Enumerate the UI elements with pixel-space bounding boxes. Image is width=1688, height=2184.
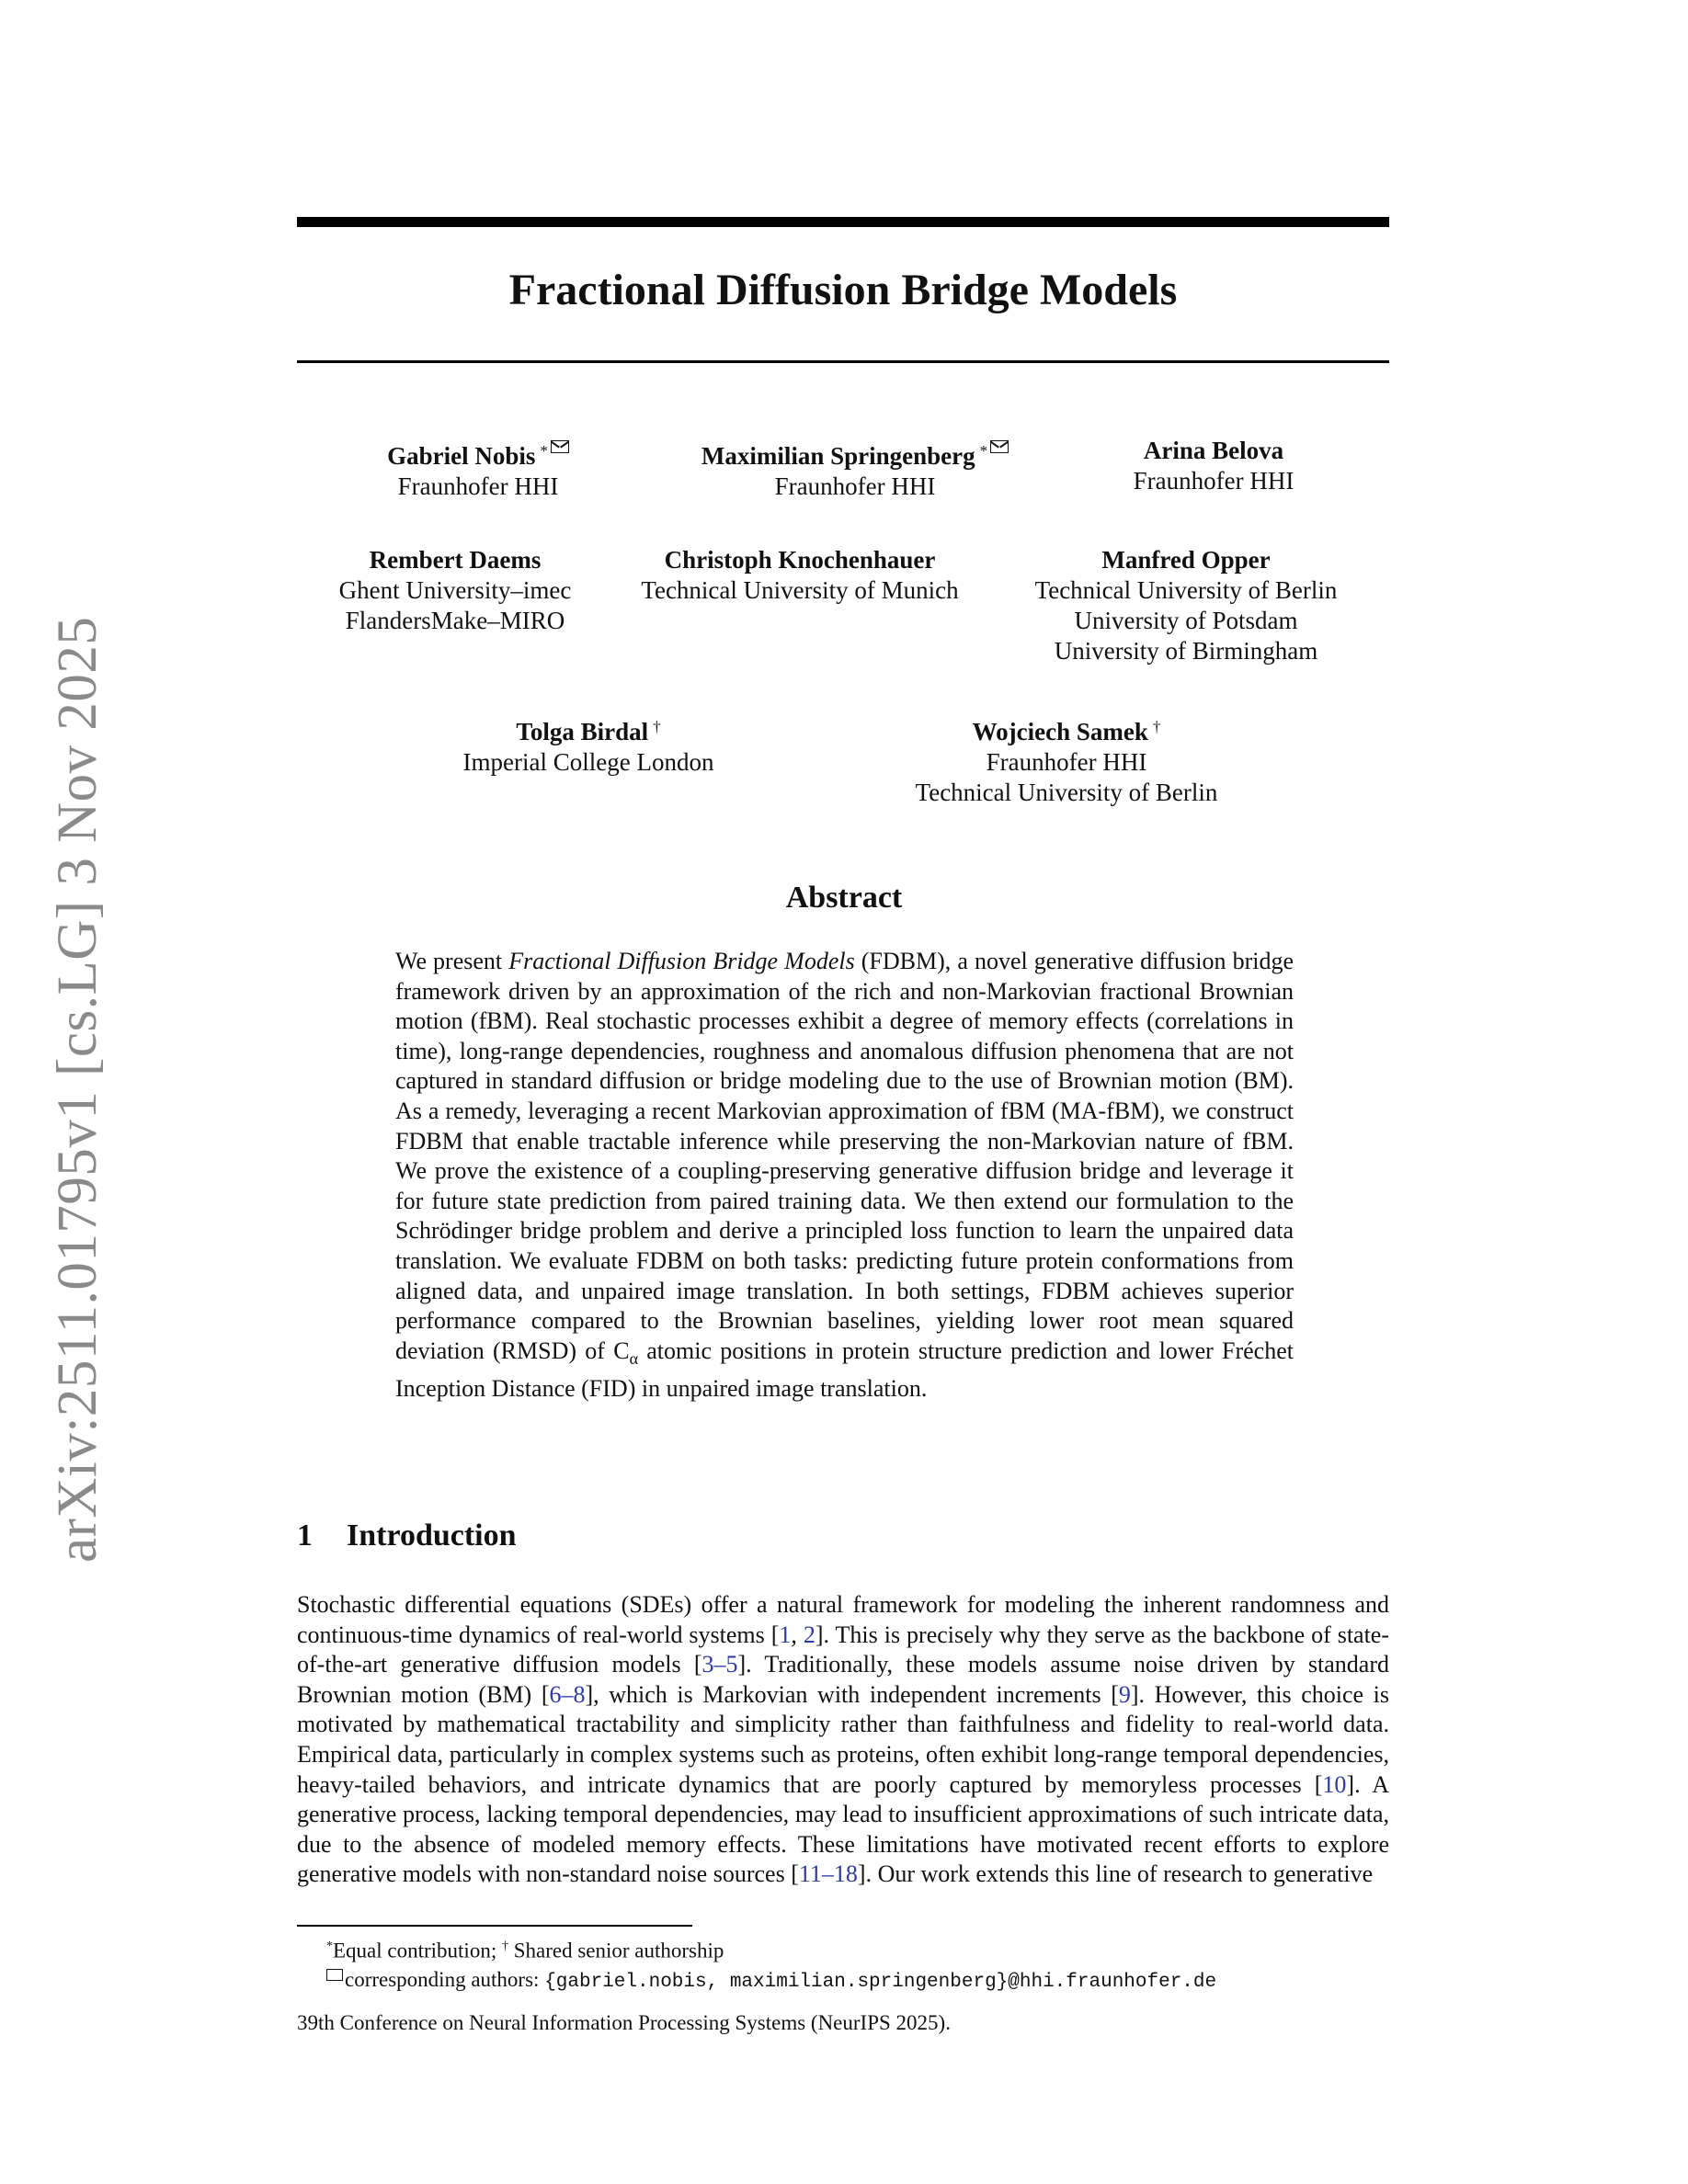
author-affiliation: Technical University of Munich <box>641 576 959 604</box>
abstract-lead: We present <box>395 948 509 974</box>
author-name: Wojciech Samek <box>972 718 1148 745</box>
author-affiliation: Fraunhofer HHI <box>774 472 936 500</box>
author-affiliation: Fraunhofer HHI <box>1133 467 1295 495</box>
arxiv-side-stamp: arXiv:2511.01795v1 [cs.LG] 3 Nov 2025 <box>47 616 108 1563</box>
author-affiliation: Technical University of Berlin <box>915 779 1218 806</box>
envelope-icon <box>990 440 1009 453</box>
intro-text: Stochastic differential equations (SDEs) offer a natural framework for modeling the inherent randomness and continuous-time dynamics of real-world systems [ <box>297 1591 1389 1648</box>
footnote-corresponding <box>326 1967 1216 1996</box>
title-bottom-rule <box>297 360 1389 363</box>
author-block <box>303 545 607 636</box>
symbol-alpha-subscript: α <box>629 1348 638 1368</box>
equal-contribution-mark: * <box>979 442 988 460</box>
citation-link[interactable]: 11–18 <box>798 1860 858 1888</box>
paper-title: Fractional Diffusion Bridge Models <box>508 266 1178 314</box>
intro-text: ]. However, this choice is motivated by mathematical tractability and simplicity rather than faithfulness and fidelity to real-world data. Empirical data, particularly in complex systems such as proteins, often exhibit long-range temporal dependencies, heavy-tailed behaviors, and intricate dynamics that are poorly captured by memoryless processes [ <box>297 1680 1389 1798</box>
author-affiliation: Ghent University–imec <box>338 576 572 604</box>
envelope-icon <box>326 1969 343 1981</box>
citation-link[interactable]: 6–8 <box>549 1680 586 1708</box>
envelope-icon <box>551 440 569 453</box>
footnote-senior-text: Shared senior authorship <box>508 1939 724 1962</box>
author-name: Christoph Knochenhauer <box>664 546 936 574</box>
section-number: 1 <box>297 1519 313 1553</box>
citation-link[interactable]: 9 <box>1118 1680 1131 1708</box>
equal-contribution-mark: * <box>326 1939 333 1953</box>
author-block <box>432 711 745 778</box>
author-name: Arina Belova <box>1143 437 1284 464</box>
author-name: Gabriel Nobis <box>387 442 536 470</box>
author-block <box>662 436 1048 502</box>
citation-link[interactable]: 10 <box>1322 1770 1347 1798</box>
citation-link[interactable]: 1 <box>779 1621 792 1648</box>
intro-text: , <box>791 1621 804 1648</box>
equal-contribution-mark: * <box>540 442 548 460</box>
intro-text: ]. This is precisely why they serve as the backbone of state-of-the-art generative diffusion models [ <box>297 1621 1390 1678</box>
abstract-tail: atomic positions in protein structure prediction and lower Fréchet Inception Distance (FID) in unpaired image translation. <box>395 1337 1294 1402</box>
author-block <box>883 711 1250 808</box>
author-affiliation: FlandersMake–MIRO <box>345 607 565 634</box>
author-affiliation: Imperial College London <box>462 748 714 776</box>
author-affiliation: University of Potsdam <box>1074 607 1298 634</box>
abstract-body: (FDBM), a novel generative diffusion bridge framework driven by an approximation of the rich and non-Markovian fractional Brownian motion (fBM). Real stochastic processes exhibit a degree of memory effects (correlations in time), long-range dependencies, roughness and anomalous diffusion phenomena that are not captured in standard diffusion or bridge modeling due to the use of Brownian motion (BM). As a remedy, leveraging a recent Markovian approximation of fBM (MA-fBM), we construct FDBM that enable tractable inference while preserving the non-Markovian nature of fBM. We prove the existence of a coupling-preserving generative diffusion bridge and leverage it for future state prediction from paired training data. We then extend our formulation to the Schrödinger bridge problem and derive a principled loss function to learn the unpaired data translation. We evaluate FDBM on both tasks: predicting future protein conformations from aligned data, and unpaired image translation. In both settings, FDBM achieves superior performance compared to the Brownian baselines, yielding lower root mean squared deviation (RMSD) of <box>395 948 1294 1364</box>
author-block <box>331 436 625 502</box>
senior-author-mark: † <box>501 1939 508 1953</box>
citation-link[interactable]: 2 <box>803 1621 815 1648</box>
author-affiliation: University of Birmingham <box>1054 637 1318 665</box>
symbol-c: C <box>613 1337 630 1364</box>
intro-text: ]. Traditionally, these models assume noise driven by standard Brownian motion (BM) [ <box>297 1651 1389 1708</box>
author-affiliation: Technical University of Berlin <box>1034 576 1338 604</box>
footnote-rule <box>297 1925 692 1927</box>
author-block <box>616 545 984 606</box>
author-name: Rembert Daems <box>369 546 542 574</box>
author-affiliation: Fraunhofer HHI <box>986 748 1147 776</box>
section-title: Introduction <box>347 1519 517 1553</box>
author-block <box>1076 436 1352 496</box>
abstract-text <box>395 947 1294 1404</box>
author-name: Manfred Opper <box>1101 546 1271 574</box>
title-top-rule <box>297 217 1389 227</box>
intro-text: ]. Our work extends this line of research to generative <box>857 1860 1374 1888</box>
author-block <box>1011 545 1361 666</box>
abstract-heading: Abstract <box>785 881 903 915</box>
corresponding-emails[interactable]: {gabriel.nobis, maximilian.springenberg}@hhi.fraunhofer.de <box>544 1972 1217 1993</box>
footnote-corresponding-label: corresponding authors: <box>345 1968 545 1991</box>
section-heading <box>297 1519 517 1553</box>
intro-text: ], which is Markovian with independent increments [ <box>585 1680 1119 1708</box>
author-name: Maximilian Springenberg <box>701 442 975 470</box>
introduction-paragraph <box>297 1590 1389 1890</box>
intro-text: ]. A generative process, lacking temporal dependencies, may lead to insufficient approximations of such intricate data, due to the absence of modeled memory effects. These limitations have motivated recent efforts to explore generative models with non-standard noise sources [ <box>297 1770 1389 1888</box>
author-affiliation: Fraunhofer HHI <box>397 472 559 500</box>
footnote-equal-text: Equal contribution; <box>333 1939 502 1962</box>
senior-author-mark: † <box>1152 718 1161 735</box>
senior-author-mark: † <box>653 718 661 735</box>
method-name-emphasis: Fractional Diffusion Bridge Models <box>508 948 855 974</box>
author-name: Tolga Birdal <box>516 718 649 745</box>
citation-link[interactable]: 3–5 <box>701 1651 738 1678</box>
venue-note: 39th Conference on Neural Information Processing Systems (NeurIPS 2025). <box>297 2011 951 2034</box>
footnote-contribution <box>326 1934 724 1964</box>
